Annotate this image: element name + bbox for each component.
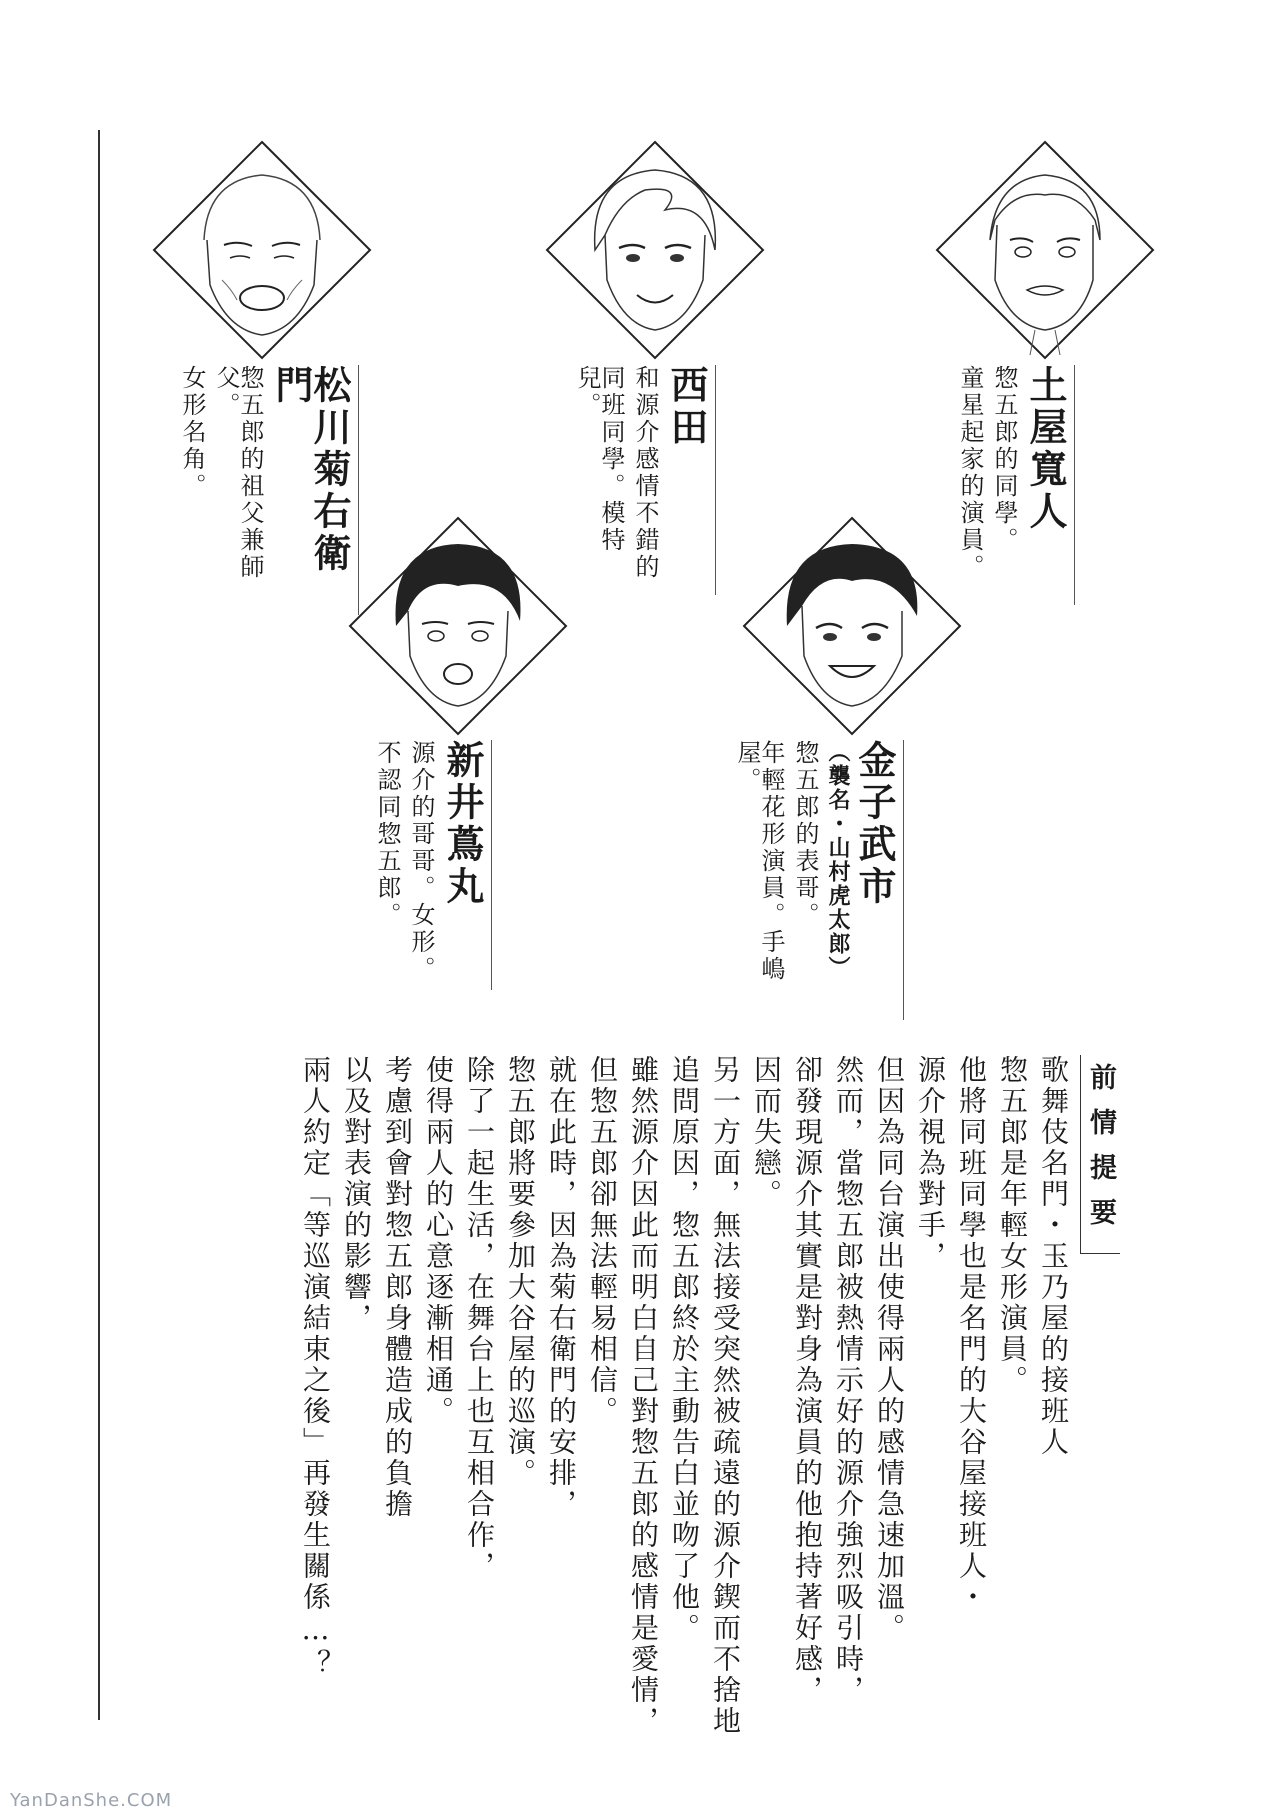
portrait-tsuchiya (935, 140, 1155, 360)
synopsis-line: 他將同班同學也是名門的大谷屋接班人・ (955, 1055, 988, 1613)
character-desc-line: 惣五郎的表哥。 (791, 740, 819, 929)
character-name: 土屋寬人 (1023, 365, 1068, 533)
character-desc-line: 年輕花形演員。手嶋屋。 (733, 740, 785, 983)
character-rule (491, 740, 492, 990)
character-rule (358, 365, 359, 615)
character-rule (1074, 365, 1075, 605)
character-name: 松川菊右衛門 (269, 365, 352, 575)
character-rule (715, 365, 716, 595)
character-tsuchiya (958, 365, 1075, 605)
character-alias: （襲名・山村虎太郎） (825, 740, 851, 980)
synopsis-line: 另一方面，無法接受突然被疏遠的源介鍥而不捨地 (709, 1055, 742, 1737)
character-desc-line: 源介的哥哥。女形。 (407, 740, 435, 983)
synopsis-line: 雖然源介因此而明白自己對惣五郎的感情是愛情， (627, 1055, 660, 1737)
synopsis-line: 源介視為對手， (914, 1055, 947, 1272)
character-desc-line: 不認同惣五郎。 (373, 740, 401, 929)
synopsis-line: 惣五郎是年輕女形演員。 (996, 1055, 1029, 1396)
character-rule (903, 740, 904, 1020)
synopsis-line: 考慮到會對惣五郎身體造成的負擔 (381, 1055, 414, 1520)
character-nishida (575, 365, 716, 595)
synopsis-line: 歌舞伎名門・玉乃屋的接班人 (1037, 1055, 1070, 1458)
page-left-rule (98, 130, 100, 1720)
character-desc-line: 女形名角。 (178, 365, 206, 500)
synopsis-line: 然而，當惣五郎被熱情示好的源介強烈吸引時， (832, 1055, 865, 1706)
synopsis-title-box (1080, 1055, 1120, 1254)
synopsis-line: 追問原因，惣五郎終於主動告白並吻了他。 (668, 1055, 701, 1644)
synopsis-line: 就在此時，因為菊右衛門的安排， (545, 1055, 578, 1520)
synopsis-line: 兩人約定「等巡演結束之後」再發生關係…？ (299, 1055, 332, 1680)
character-desc-line: 惣五郎的祖父兼師父。 (212, 365, 264, 581)
synopsis-line: 因而失戀。 (750, 1055, 783, 1210)
portrait-nishida (545, 140, 765, 360)
character-name: 西田 (664, 365, 709, 449)
character-name: 新井蔦丸 (440, 740, 485, 908)
character-arai (375, 740, 492, 990)
synopsis-line: 除了一起生活，在舞台上也互相合作， (463, 1055, 496, 1582)
synopsis-line: 卻發現源介其實是對身為演員的他抱持著好感， (791, 1055, 824, 1706)
watermark: YanDanShe.COM (10, 1790, 173, 1811)
synopsis-section (160, 1055, 1120, 1737)
synopsis-line: 以及對表演的影響， (340, 1055, 373, 1334)
portrait-matsukawa (152, 140, 372, 360)
character-desc-line: 惣五郎的同學。 (990, 365, 1018, 554)
character-name: 金子武市 (852, 740, 897, 908)
portrait-arai (348, 516, 568, 736)
synopsis-line: 但惣五郎卻無法輕易相信。 (586, 1055, 619, 1427)
synopsis-line: 使得兩人的心意逐漸相通。 (422, 1055, 455, 1427)
portrait-kaneko (742, 516, 962, 736)
character-desc-line: 童星起家的演員。 (956, 365, 984, 581)
synopsis-line: 但因為同台演出使得兩人的感情急速加溫。 (873, 1055, 906, 1644)
character-matsukawa (180, 365, 359, 615)
character-desc-line: 同班同學。模特兒。 (573, 365, 625, 554)
synopsis-line: 惣五郎將要參加大谷屋的巡演。 (504, 1055, 537, 1489)
character-kaneko (735, 740, 904, 1020)
synopsis-title: 前情提要 (1085, 1063, 1116, 1243)
character-desc-line: 和源介感情不錯的 (631, 365, 659, 581)
